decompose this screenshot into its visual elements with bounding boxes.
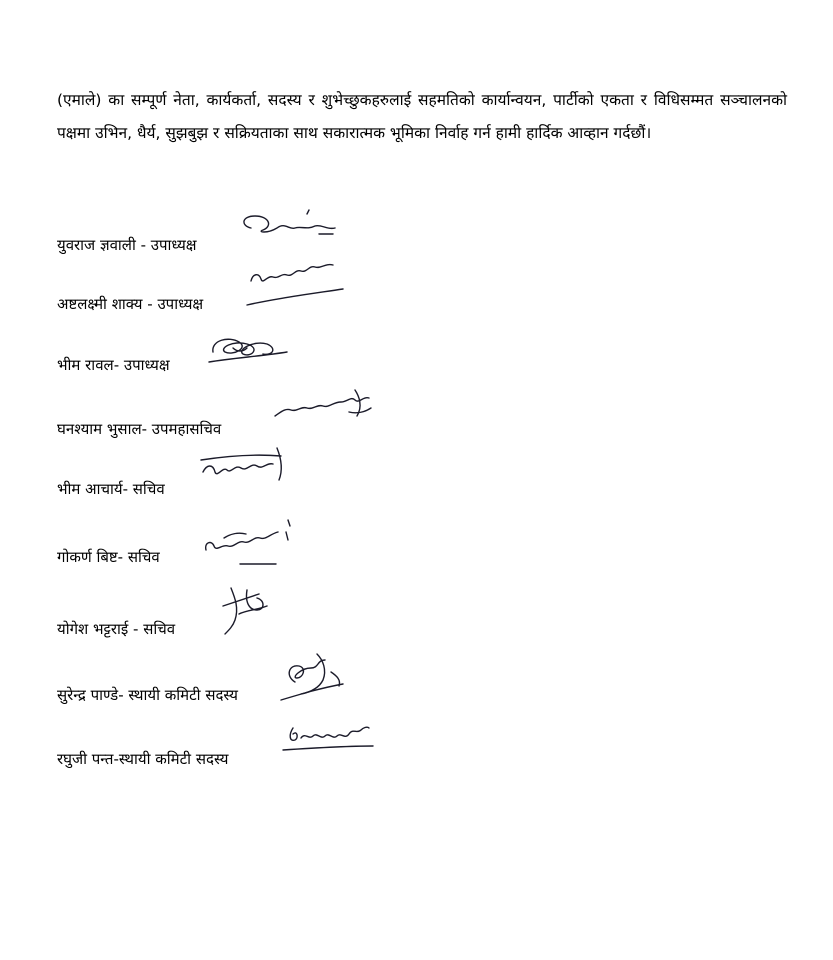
- signature-mark: [203, 330, 295, 370]
- signatory-row: [57, 646, 457, 706]
- signature-mark: [243, 255, 353, 313]
- signatory-name: अष्टलक्ष्मी शाक्य - उपाध्यक्ष: [57, 295, 204, 313]
- signatory-row: [57, 710, 457, 770]
- appeal-paragraph: (एमाले) का सम्पूर्ण नेता, कार्यकर्ता, सदस्य र शुभेच्छुकहरुलाई सहमतिको कार्यान्वयन, पार्टीको एकता र विधिसम्मत सञ्चालनको पक्षमा उभिन, धैर्य, सुझबुझ र सक्रियताका साथ सकारात्मक भूमिका निर्वाह गर्न हामी हार्दिक आव्हान गर्दछौं।: [57, 91, 787, 142]
- signature-mark: [237, 204, 357, 244]
- signatory-name: गोकर्ण बिष्ट- सचिव: [57, 548, 160, 566]
- signature-mark: [283, 714, 379, 758]
- signatory-name: युवराज ज्ञवाली - उपाध्यक्ष: [57, 236, 197, 254]
- signatory-name: भीम रावल- उपाध्यक्ष: [57, 356, 170, 374]
- signature-mark: [217, 580, 277, 636]
- signatory-row: [57, 380, 457, 440]
- signatory-name: योगेश भट्टराई - सचिव: [57, 620, 176, 638]
- signature-mark: [200, 514, 300, 566]
- signature-mark: [271, 646, 357, 706]
- signatory-row: [57, 255, 457, 315]
- signatory-row: [57, 440, 457, 500]
- signatory-name: घनश्याम भुसाल- उपमहासचिव: [57, 420, 222, 438]
- signatory-row: [57, 580, 457, 640]
- signatory-name: भीम आचार्य- सचिव: [57, 480, 165, 498]
- signature-mark: [271, 382, 383, 428]
- signature-mark: [197, 444, 293, 488]
- signatory-name: रघुजी पन्त-स्थायी कमिटी सदस्य: [57, 750, 229, 768]
- signatory-row: [57, 316, 457, 376]
- signatory-row: [57, 508, 457, 568]
- signatory-row: [57, 196, 457, 256]
- signatory-name: सुरेन्द्र पाण्डे- स्थायी कमिटी सदस्य: [57, 686, 238, 704]
